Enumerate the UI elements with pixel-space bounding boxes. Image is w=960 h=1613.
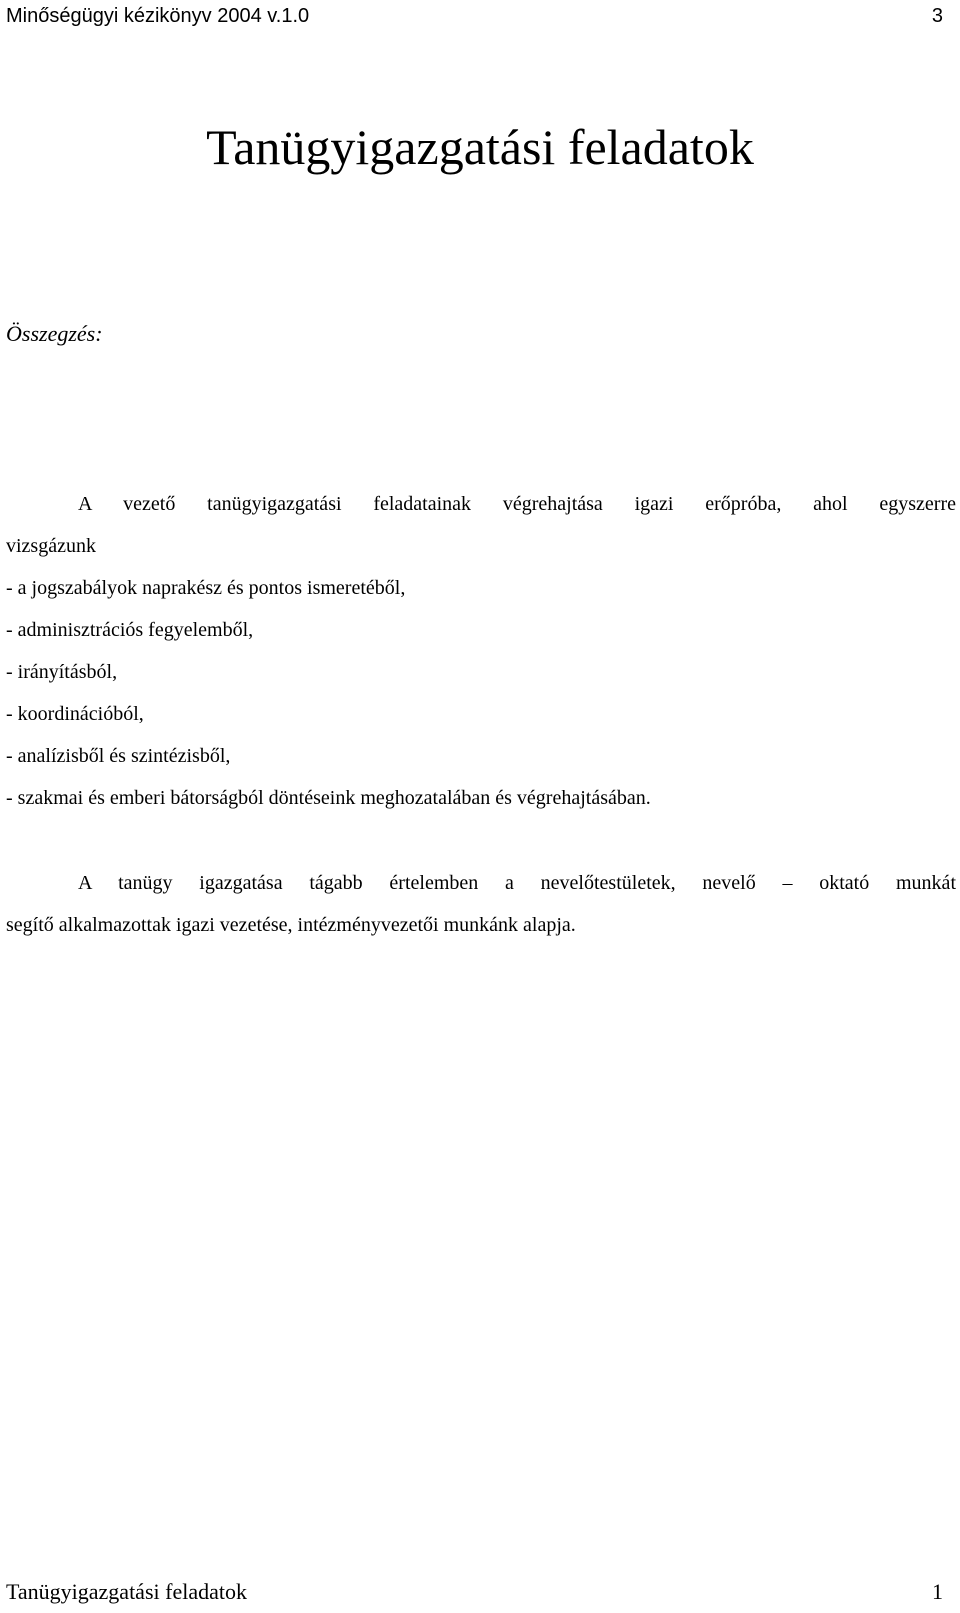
list-item: - analízisből és szintézisből, xyxy=(6,745,231,767)
paragraph-1-line-2: vizsgázunk xyxy=(6,535,96,557)
page-title: Tanügyigazgatási feladatok xyxy=(206,119,754,175)
paragraph-2-line-2: segítő alkalmazottak igazi vezetése, intézményvezetői munkánk alapja. xyxy=(6,914,576,936)
list-item: - irányításból, xyxy=(6,661,118,683)
page-footer xyxy=(6,1576,943,1608)
list-item: - koordinációból, xyxy=(6,703,144,725)
paragraph-2-line-1: A tanügy igazgatása tágabb értelemben a nevelőtestületek, nevelő – oktató munkát xyxy=(78,872,956,894)
header-document-title: Minőségügyi kézikönyv 2004 v.1.0 xyxy=(6,5,310,27)
footer-section-title: Tanügyigazgatási feladatok xyxy=(6,1579,247,1604)
list-item: - adminisztrációs fegyelemből, xyxy=(6,619,254,641)
header-page-number: 3 xyxy=(931,5,943,27)
summary-label: Összegzés: xyxy=(6,321,103,346)
page-header xyxy=(6,0,943,32)
list-item: - szakmai és emberi bátorságból döntéseink meghozatalában és végrehajtásában. xyxy=(6,787,651,809)
paragraph-1-line-1: A vezető tanügyigazgatási feladatainak végrehajtása igazi erőpróba, ahol egyszerre xyxy=(78,493,956,515)
list-item: - a jogszabályok naprakész és pontos ismeretéből, xyxy=(6,577,406,599)
footer-page-number: 1 xyxy=(932,1579,943,1604)
paragraph-2 xyxy=(6,862,956,946)
paragraph-1 xyxy=(6,483,956,819)
